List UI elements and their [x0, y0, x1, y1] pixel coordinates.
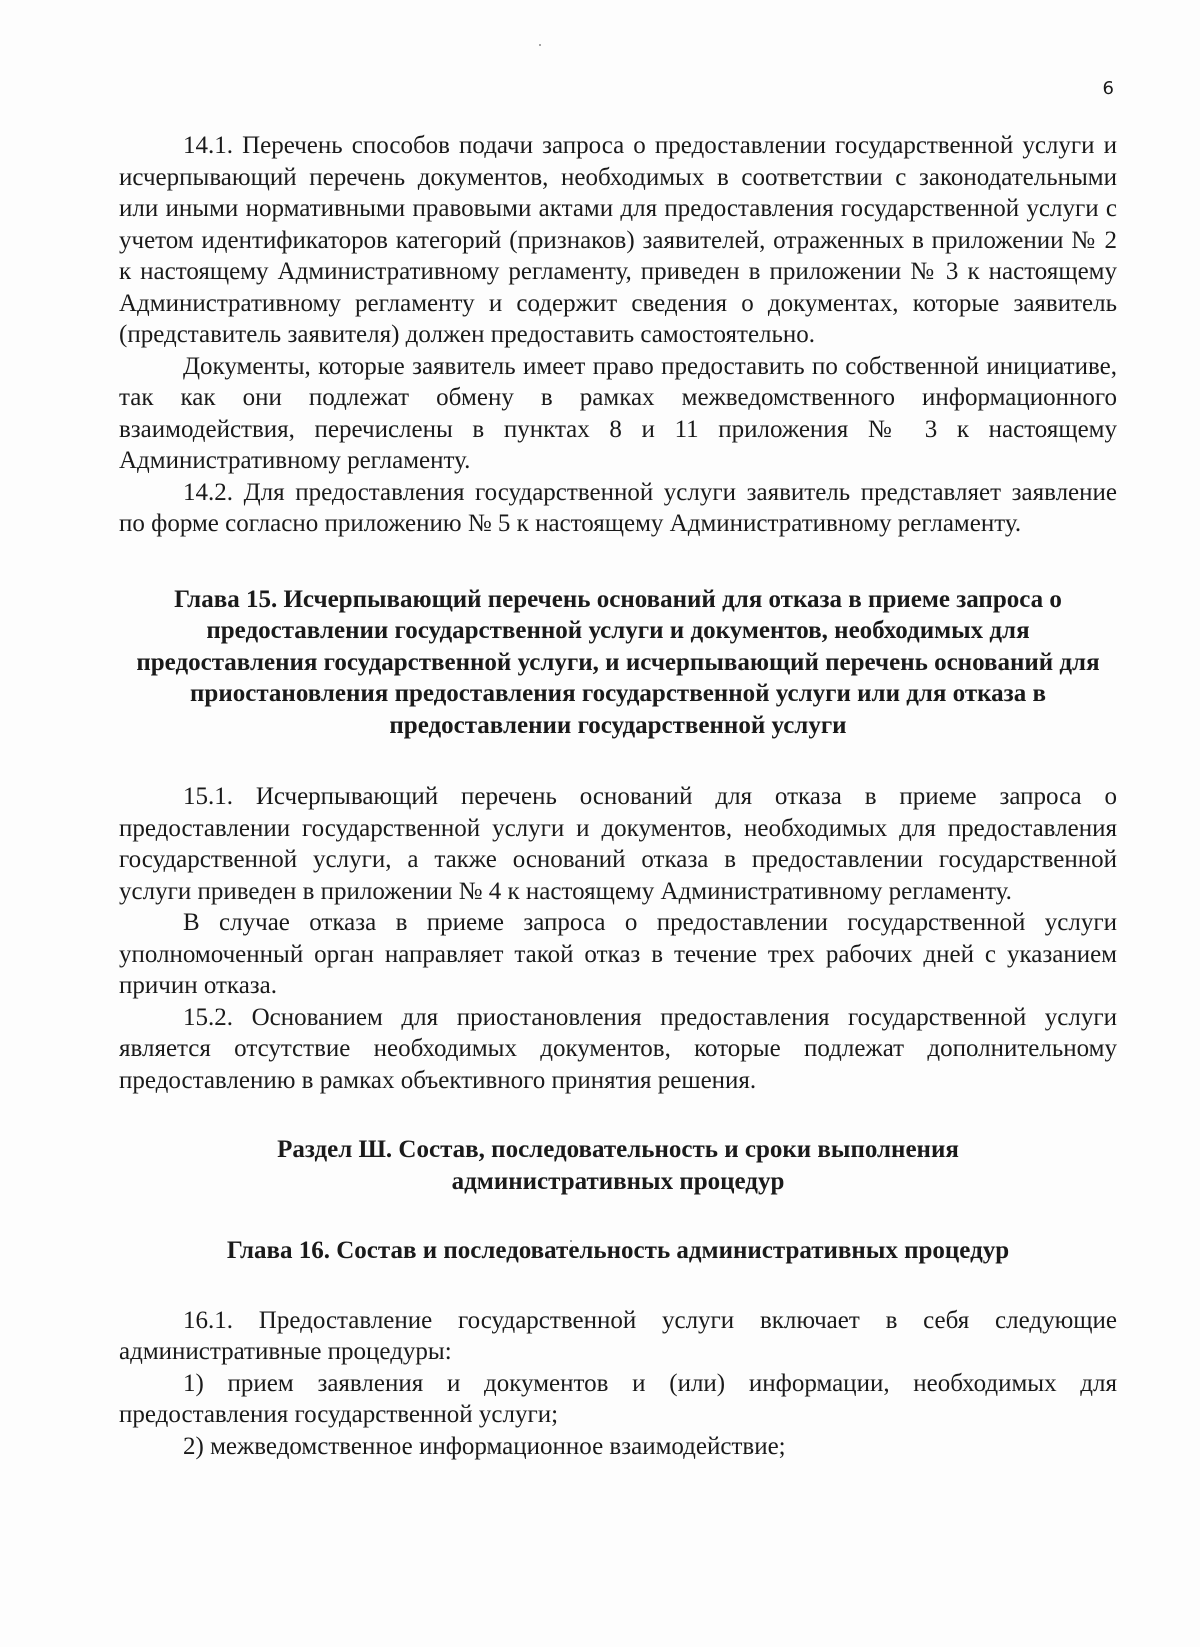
paragraph-documents-own-initiative: Документы, которые заявитель имеет право предоставить по собственной инициативе, так как они подлежат обмену в рамках межведомственного информационного взаимодействия, перечислены в пунктах 8 и 11 приложения № 3 к настоящему Административному регламенту. — [119, 352, 1117, 474]
document-body — [119, 130, 1117, 1462]
scan-artifact — [539, 44, 541, 46]
page-number: 6 — [1102, 78, 1114, 99]
chapter-16-heading: Глава 16. Состав и последовательность административных процедур — [226, 1237, 1010, 1264]
paragraph-refusal-notice: В случае отказа в приеме запроса о предоставлении государственной услуги уполномоченный орган направляет такой отказ в течение трех рабочих дней с указанием причин отказа. — [119, 909, 1117, 999]
chapter-15-heading: Глава 15. Исчерпывающий перечень оснований для отказа в приеме запроса о предоставлении государственной услуги и документов, необходимых для предоставления государственной услуги, и исчерпывающий перечень оснований для приостановления предоставления государственной услуги или для отказа в предоставлении государственной услуги — [136, 585, 1100, 739]
paragraph-16-1: 16.1. Предоставление государственной услуги включает в себя следующие административные процедуры: — [119, 1306, 1117, 1365]
paragraph-15-1: 15.1. Исчерпывающий перечень оснований для отказа в приеме запроса о предоставлении государственной услуги и документов, необходимых для предоставления государственной услуги, а также оснований отказа в предоставлении государственной услуги приведен в приложении № 4 к настоящему Административному регламенту. — [119, 783, 1117, 905]
list-item-procedure-2: 2) межведомственное информационное взаимодействие; — [183, 1432, 786, 1460]
paragraph-14-1: 14.1. Перечень способов подачи запроса о предоставлении государственной услуги и исчерпывающий перечень документов, необходимых в соответствии с законодательными или иными нормативными правовыми актами для предоставления государственной услуги с учетом идентификаторов категорий (признаков) заявителей, отраженных в приложении № 2 к настоящему Административному регламенту, приведен в приложении № 3 к настоящему Административному регламенту и содержит сведения о документах, которые заявитель (представитель заявителя) должен предоставить самостоятельно. — [119, 132, 1117, 348]
paragraph-15-2: 15.2. Основанием для приостановления предоставления государственной услуги является отсутствие необходимых документов, которые подлежат дополнительному предоставлению в рамках объективного принятия решения. — [119, 1003, 1117, 1094]
paragraph-14-2: 14.2. Для предоставления государственной услуги заявитель представляет заявление по форме согласно приложению № 5 к настоящему Административному регламенту. — [119, 478, 1117, 537]
list-item-procedure-1: 1) прием заявления и документов и (или) информации, необходимых для предоставления государственной услуги; — [119, 1369, 1117, 1428]
section-3-heading: Раздел Ш. Состав, последовательность и сроки выполнения административных процедур — [277, 1136, 959, 1195]
